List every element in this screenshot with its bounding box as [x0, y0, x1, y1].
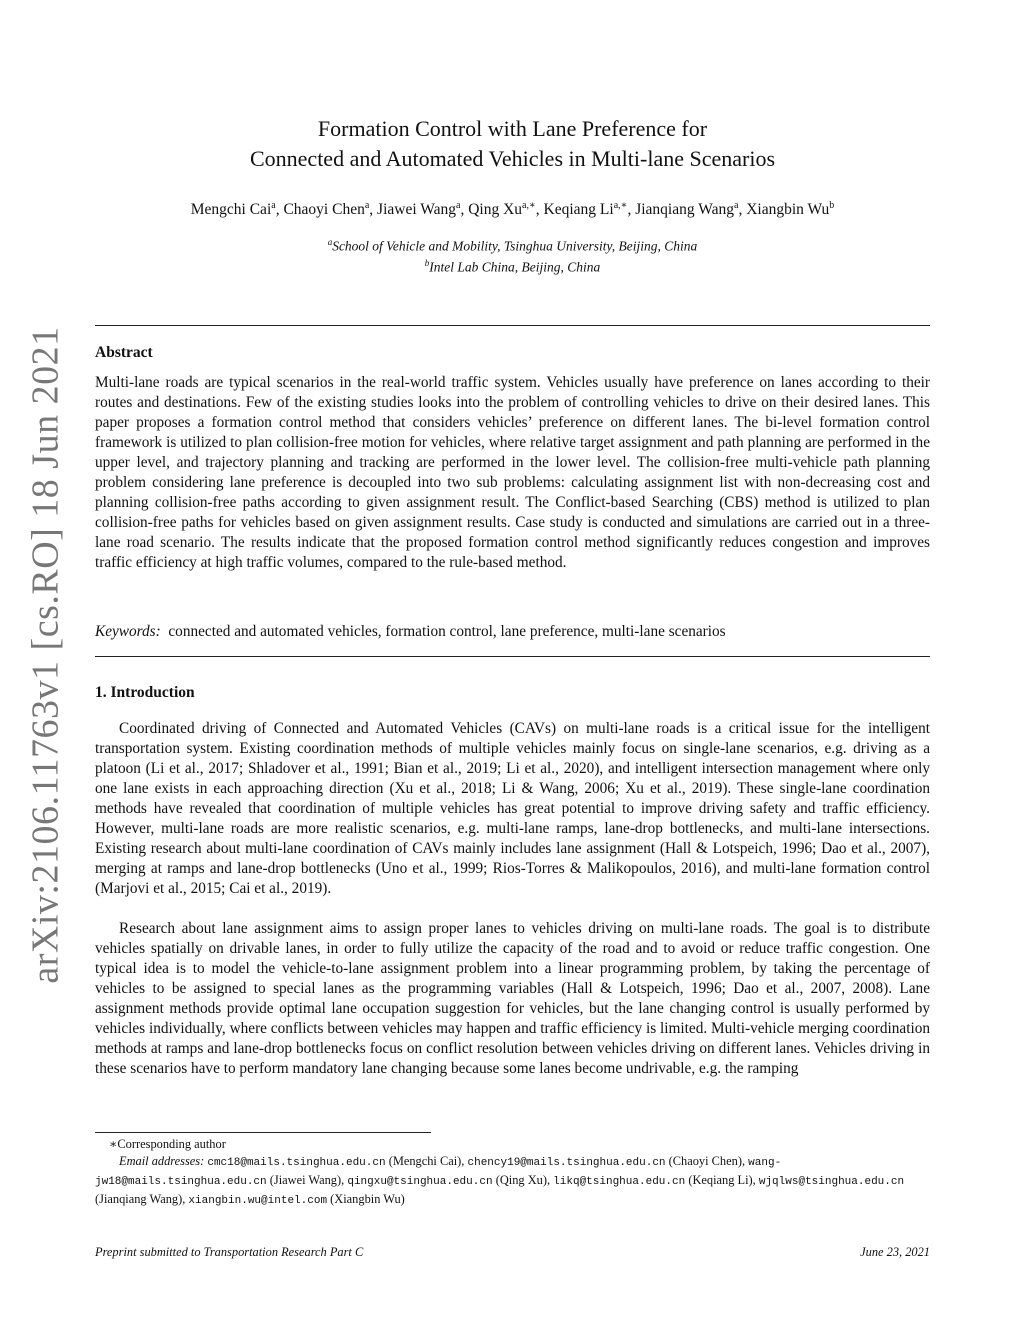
- intro-paragraph-1: Coordinated driving of Connected and Automated Vehicles (CAVs) on multi-lane roads is a critical issue for the intelligent transportation system. Existing coordination methods of multiple vehicles mainly focus on single-lane scenarios, e.g. driving as a platoon (Li et al., 2017; Shladover et al., 1991; Bian et al., 2019; Li et al., 2020), and intelligent intersection management where only one lane exists in each approaching direction (Xu et al., 2018; Li & Wang, 2006; Xu et al., 2019). These single-lane coordination methods have revealed that coordination of multiple vehicles has great potential to improve driving safety and traffic efficiency. However, multi-lane roads are more realistic scenarios, e.g. multi-lane ramps, lane-drop bottlenecks, and multi-lane intersections. Existing research about multi-lane coordination of CAVs mainly includes lane assignment (Hall & Lotspeich, 1996; Dao et al., 2007), merging at ramps and lane-drop bottlenecks (Uno et al., 1999; Rios-Torres & Malikopoulos, 2016), and multi-lane formation control (Marjovi et al., 2015; Cai et al., 2019).: [95, 720, 930, 897]
- abstract-heading: Abstract: [95, 344, 153, 361]
- author: Keqiang $Li^{a,∗}$: [543, 200, 628, 219]
- email-link[interactable]: cmc18@mails.tsinghua.edu.cn: [207, 1157, 386, 1169]
- intro-paragraph-2: Research about lane assignment aims to assign proper lanes to vehicles driving on multi-lane roads. The goal is to distribute vehicles spatially on drivable lanes, in order to fully utilize the capacity of the road and to avoid or reduce traffic congestion. One typical idea is to model the vehicle-to-lane assignment problem into a linear programming problem, by taking the percentage of vehicles to be assigned to special lanes as the programming variables (Hall & Lotspeich, 1996; Dao et al., 2007, 2008). Lane assignment methods provide optimal lane occupation suggestion for vehicles, but the lane changing control is usually performed by vehicles individually, where conflicts between vehicles may happen and traffic efficiency is limited. Multi-vehicle merging coordination methods at ramps and lane-drop bottlenecks focus on conflict resolution between vehicles driving on different lanes. Vehicles driving in these scenarios have to perform mandatory lane changing because some lanes become undrivable, e.g. the ramping: [95, 920, 930, 1077]
- introduction-heading: 1. Introduction: [95, 684, 195, 701]
- abstract-top-rule: [95, 325, 930, 326]
- author: Xiangbin Wu$^b$: [746, 200, 835, 219]
- footnotes: [95, 1136, 930, 1210]
- email-link[interactable]: wang-jw18@mails.tsinghua.edu.cn: [95, 1157, 782, 1188]
- abstract-bottom-rule: [95, 656, 930, 657]
- affiliation: $^b$Intel Lab China, Beijing, China: [424, 257, 601, 274]
- email-link[interactable]: wjqlws@tsinghua.edu.cn: [758, 1176, 905, 1188]
- author: Jiawei Wang$^a$: [377, 200, 461, 219]
- affiliation: $^a$School of Vehicle and Mobility, Tsinghua University, Beijing, China: [327, 237, 698, 254]
- arxiv-identifier-text: arXiv:2106.11763v1 [cs.RO] 18 Jun 2021: [25, 326, 67, 984]
- keywords: [95, 622, 930, 642]
- abstract-text: Multi-lane roads are typical scenarios in the real-world traffic system. Vehicles usually have preference on lanes according to their routes and destinations. Few of the existing studies looks into the problem of controlling vehicles to drive on their desired lanes. This paper proposes a formation control method that considers vehicles’ preference on different lanes. The bi-level formation control framework is utilized to plan collision-free motion for vehicles, where relative target assignment and path planning are performed in the upper level, and trajectory planning and tracking are performed in the lower level. The collision-free multi-vehicle path planning problem considering lane preference is decoupled into two sub problems: calculating assignment list with non-decreasing cost and planning collision-free paths according to given assignment result. The Conflict-based Searching (CBS) method is utilized to plan collision-free paths for vehicles based on given assignment results. Case study is conducted and simulations are carried out in a three-lane road scenario. The results indicate that the proposed formation control method significantly reduces congestion and improves traffic efficiency at high traffic volumes, compared to the rule-based method.: [95, 374, 930, 571]
- title-line-1: Formation Control with Lane Preference for: [317, 116, 708, 141]
- paper-title: [95, 114, 930, 174]
- affiliation-list: [95, 234, 930, 275]
- arxiv-identifier: [14, 326, 78, 984]
- corresponding-author-note: ∗Corresponding author: [109, 1137, 226, 1151]
- keywords-text: connected and automated vehicles, formation control, lane preference, multi-lane scenarios: [168, 623, 726, 640]
- email-link[interactable]: qingxu@tsinghua.edu.cn: [347, 1176, 493, 1188]
- author: Qing $Xu^{a,∗}$: [468, 200, 536, 219]
- author-list: Mengchi Cai$^a$, Chaoyi Chen$^a$, Jiawei Wang$^a$, Qing $Xu^{a,∗}$, Keqiang $Li^{a,∗}$, Jianqiang Wang$^a$, Xiangbin Wu$^b$: [190, 200, 835, 219]
- footnote-rule: [95, 1132, 431, 1133]
- email-label: Email addresses:: [119, 1154, 205, 1168]
- title-line-2: Connected and Automated Vehicles in Multi-lane Scenarios: [249, 146, 776, 171]
- email-link[interactable]: chency19@mails.tsinghua.edu.cn: [467, 1157, 666, 1169]
- email-addresses: Email addresses: cmc18@mails.tsinghua.edu.cn (Mengchi Cai), chency19@mails.tsinghua.edu.cn (Chaoyi Chen), wang-jw18@mails.tsinghua.edu.cn (Jiawei Wang), qingxu@tsinghua.edu.cn (Qing Xu), likq@tsinghua.edu.cn (Keqiang Li), wjqlws@tsinghua.edu.cn (Jianqiang Wang), xiangbin.wu@intel.com (Xiangbin Wu): [95, 1154, 905, 1207]
- author: Chaoyi Chen$^a$: [283, 200, 370, 219]
- keywords-label: Keywords:: [95, 623, 161, 640]
- email-link[interactable]: xiangbin.wu@intel.com: [188, 1195, 328, 1207]
- author: Jianqiang Wang$^a$: [635, 200, 739, 219]
- footer-preprint-note: Preprint submitted to Transportation Research Part C: [95, 1245, 364, 1259]
- footer-date: June 23, 2021: [860, 1245, 930, 1259]
- author: Mengchi Cai$^a$: [190, 200, 276, 219]
- email-link[interactable]: likq@tsinghua.edu.cn: [553, 1176, 686, 1188]
